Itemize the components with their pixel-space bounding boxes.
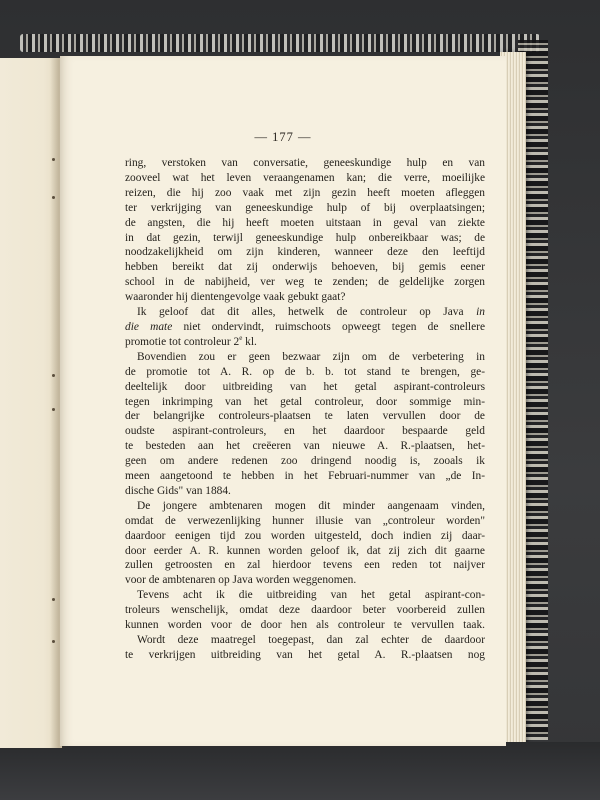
text-line xyxy=(125,305,485,320)
text-line: troleurs wenschelijk, omdat deze daardoor beter voorbereid zullen xyxy=(125,604,485,617)
text-line: noodzakelijkheid om zijn kinderen, wanneer deze den leeftijd xyxy=(125,246,485,259)
text-segment: niet ondervindt, ruimschoots opweegt tegen de snellere xyxy=(172,320,486,333)
binding-thread xyxy=(52,196,55,199)
italic-segment: in xyxy=(476,306,485,319)
text-line: in dat gezin, terwijl geneeskundige hulp onbereikbaar was; de xyxy=(125,231,485,244)
text-line: zooveel wat het leven veraangenamen kan; die verre, moeilijke xyxy=(125,171,485,184)
text-line: meen aangetoond te hebben in het Februari-nummer van „de In- xyxy=(125,470,485,483)
binding-thread xyxy=(52,374,55,377)
text-segment: kl. xyxy=(242,335,257,348)
text-line: dische Gids" van 1884. xyxy=(125,484,231,497)
text-line: Bovendien zou er geen bezwaar zijn om de verbetering in xyxy=(137,350,485,363)
text-line: hebben bereikt dat zij onderwijs behoeven, bij gemis eener xyxy=(125,261,485,274)
text-line: ring, verstoken van conversatie, geneeskundige hulp en van xyxy=(125,157,485,169)
text-line: kunnen worden voor de door hen als controleur te vervullen taak. xyxy=(125,619,485,632)
text-line: deeltelijk door uitbreiding van het getal aspirant-controleurs xyxy=(125,380,485,393)
text-line: de angsten, die hij heeft moeten uitstaan in geval van ziekte xyxy=(125,216,485,229)
text-line: Tevens acht ik die uitbreiding van het getal aspirant-con- xyxy=(137,589,485,602)
binding-thread xyxy=(52,158,55,161)
text-line: ter verkrijging van geneeskundige hulp of bij overplaatsingen; xyxy=(125,201,485,214)
text-segment: promotie tot controleur 2 xyxy=(125,335,240,348)
text-line: school in de nabijheid, ver weg te zenden; de geldelijke zorgen xyxy=(125,276,485,289)
text-line: oudste aspirant-controleurs, en het daardoor bespaarde geld xyxy=(125,425,485,438)
text-line: te verkrijgen uitbreiding van het getal A. R.-plaatsen nog xyxy=(125,648,485,661)
italic-segment: die mate xyxy=(125,320,173,333)
text-line: reizen, die hij zoo vaak met zijn gezin heeft moeten afleggen xyxy=(125,186,485,199)
right-page xyxy=(60,56,506,746)
binding-thread xyxy=(52,598,55,601)
text-line: De jongere ambtenaren mogen dit minder aangenaam vinden, xyxy=(137,499,485,512)
page-number: — 177 — xyxy=(254,130,312,144)
text-line: door eerder A. R. kunnen worden geloof ik, dat zij zich dit gaarne xyxy=(125,544,485,557)
binding-thread xyxy=(52,408,55,411)
text-line: Wordt deze maatregel toegepast, dan zal echter de daardoor xyxy=(137,634,485,646)
text-line: de promotie tot A. R. op de b. b. tot stand te brengen, ge- xyxy=(125,365,485,378)
body-text xyxy=(125,156,485,663)
text-line: omdat de verwezenlijking hunner illusie van „controleur worden" xyxy=(125,514,485,527)
text-line: daardoor eenigen tijd zou worden uitgesteld, doch indien zij daar- xyxy=(125,529,485,542)
text-line: voor de ambtenaren op Java worden weggenomen. xyxy=(125,574,357,587)
text-line: te besteden aan het creëeren van nieuwe A. R.-plaatsen, het- xyxy=(125,440,485,453)
text-segment: Ik geloof dat dit alles, hetwelk de controleur op Java xyxy=(137,306,477,319)
text-line: tegen inkrimping van het getal controleur, door sommige min- xyxy=(125,395,485,408)
text-line: geen om andere redenen zoo dringend noodig is, zooals ik xyxy=(125,455,485,468)
text-line: zullen getroosten en zal hierdoor tevens een reden tot naijver xyxy=(125,559,485,572)
text-line: der belangrijke controleurs-plaatsen te laten vervullen door de xyxy=(125,410,485,423)
binding-thread xyxy=(52,640,55,643)
text-line: waaronder hij dientengevolge vaak gebukt gaat? xyxy=(125,291,346,304)
text-line xyxy=(125,320,485,335)
superscript: e xyxy=(239,334,243,343)
bottom-shelf xyxy=(0,742,600,800)
marbled-cover-top xyxy=(20,34,540,52)
text-line xyxy=(125,335,485,350)
